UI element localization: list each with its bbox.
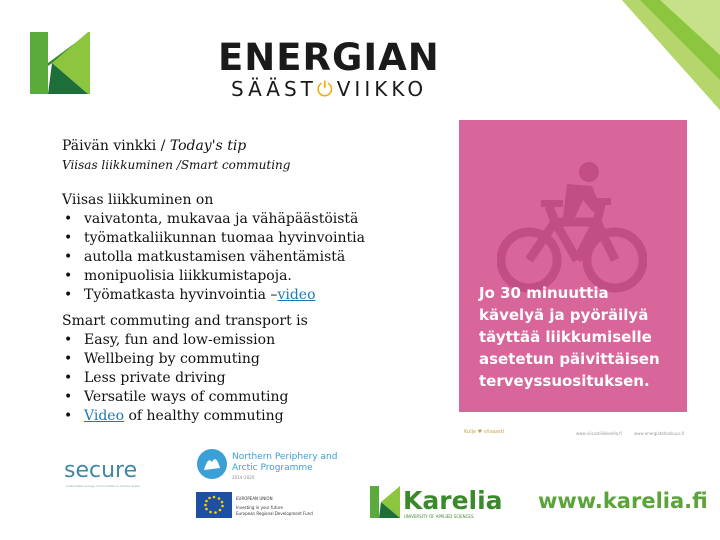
list-item: • monipuolisia liikkumistapoja. (62, 267, 365, 286)
karelia-logo (370, 486, 503, 522)
list-item: • autolla matkustamisen vähentämistä (62, 248, 365, 267)
poster-footer (464, 427, 689, 441)
list-item: • Less private driving (62, 369, 308, 388)
tip-heading-fi: Päivän vinkki / (62, 138, 170, 154)
tip-heading (62, 138, 246, 154)
karelia-subtitle: UNIVERSITY OF APPLIED SCIENCES (404, 514, 474, 519)
poster-footer-logo: Kulje ♥ viisaasti (464, 429, 505, 435)
list-item: • Versatile ways of commuting (62, 388, 308, 407)
npa-icon (196, 448, 228, 480)
list-item: • vaivatonta, mukavaa ja vähäpäästöistä (62, 210, 365, 229)
eu-logo (196, 492, 324, 520)
list-item (62, 407, 308, 426)
karelia-k-logo (30, 32, 90, 94)
npa-years: 2014–2020 (232, 475, 255, 480)
video-link-fi[interactable]: video (277, 287, 316, 303)
poster-footer-url: www.viisastiliikkeella.fi (576, 431, 622, 436)
cycling-poster (459, 120, 687, 412)
subtitle-left: SÄÄST (231, 77, 317, 101)
list-item: • Easy, fun and low-emission (62, 331, 308, 350)
corner-decoration (590, 0, 720, 110)
npa-logo (196, 446, 336, 486)
english-section (62, 312, 308, 426)
poster-line: Jo 30 minuuttia (479, 284, 609, 302)
power-icon: ⏻ (316, 77, 337, 101)
poster-line: terveyssuosituksen. (479, 372, 650, 390)
saastoviikko-subtitle (231, 77, 427, 101)
karelia-url[interactable]: www.karelia.fi (538, 489, 708, 513)
subtitle-right: VIIKKO (336, 77, 428, 101)
poster-message (479, 282, 679, 392)
poster-line: kävelyä ja pyöräilyä (479, 306, 649, 324)
finnish-intro: Viisas liikkuminen on (62, 192, 214, 208)
list-item: • Wellbeing by commuting (62, 350, 308, 369)
secure-logo (64, 456, 148, 492)
finnish-list (62, 210, 365, 305)
karelia-k-icon (370, 486, 400, 518)
poster-line: asetetun päivittäisen (479, 350, 660, 368)
list-item (62, 286, 365, 305)
list-item-text: of healthy commuting (124, 408, 284, 424)
poster-line: täyttää liikkumiselle (479, 328, 652, 346)
npa-title-line: Northern Periphery and (232, 452, 338, 462)
finnish-section (62, 191, 365, 305)
npa-title-line: Arctic Programme (232, 463, 313, 473)
tip-heading-en: Today's tip (169, 138, 247, 154)
video-link-en[interactable]: Video (84, 408, 125, 424)
list-item: • työmatkaliikunnan tuomaa hyvinvointia (62, 229, 365, 248)
cyclist-icon (497, 160, 647, 300)
english-list (62, 331, 308, 426)
secure-tagline: sustainable energy communities in remote areas (66, 484, 140, 488)
poster-footer-url: www.energiatehokkuus.fi (634, 431, 685, 436)
karelia-name: Karelia (403, 486, 503, 515)
eu-title: EUROPEAN UNION (236, 496, 273, 501)
eu-tagline: Investing in your future (236, 505, 283, 510)
secure-logo-text: secure (64, 458, 138, 483)
energian-title: ENERGIAN (218, 36, 440, 79)
eu-flag-icon (196, 492, 232, 518)
list-item-text: Työmatkasta hyvinvointia – (84, 287, 278, 303)
eu-fund: European Regional Development Fund (236, 511, 313, 516)
tip-subheading: Viisas liikkuminen /Smart commuting (62, 158, 291, 172)
english-intro: Smart commuting and transport is (62, 313, 308, 329)
